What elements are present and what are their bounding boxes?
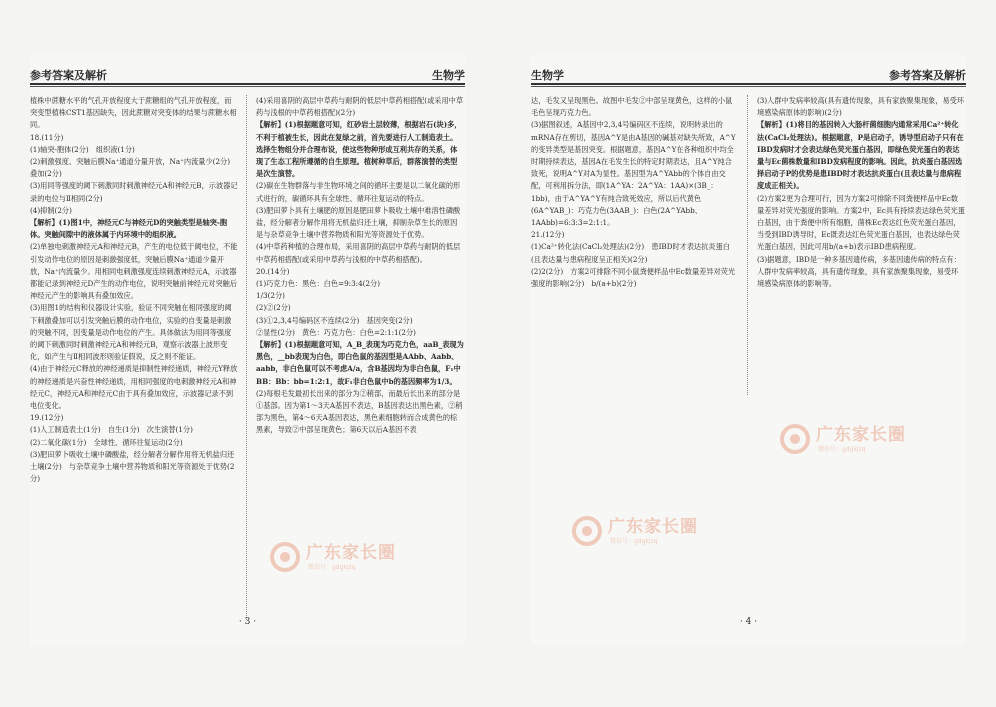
answer-paragraph: (2)单独电刺激神经元A和神经元B，产生的电位低于阈电位，不能引发动作电位的原因是刺激强度低，突触后膜Na⁺通道少量开放，Na⁺内流量少。用相同电刺激强度连续刺激神经元A，示波器都能记录到神经元D产生的动作电位，说明突触前神经元对突触后神经元产生的影响具有叠加效应。 — [30, 242, 238, 301]
answer-paragraph: (4)采用喜阴的高层中草药与耐阴的低层中草药相搭配(或采用中草药与浅根的中草药相搭配)(2分) — [256, 96, 464, 118]
answer-paragraph: 达，毛发又呈现黑色。故图中毛发②中部呈现黄色，这样的小鼠毛色呈现巧克力色。 — [531, 96, 733, 118]
right-header-title: 参考答案及解析 — [889, 69, 966, 82]
analysis-paragraph: 【解析】(1)将目的基因转入大肠杆菌细胞内通常采用Ca²⁺转化法(CaCl₂处理法)。根据题意，P是启动子，诱导型启动子只有在IBD发病时才会表达绿色荧光蛋白基因，即绿色荧光蛋白的表达量与Ec菌株数量和IBD发病程度的影响。因此，抗炎蛋白基因选择启动子P的优势是患IBD时才表达抗炎蛋白(且表达量与患病程度成正相关)。 — [757, 120, 964, 191]
answer-paragraph: 18.(11分) — [30, 132, 64, 142]
answer-paragraph: (4)由于神经元C释放的神经递质是抑制性神经递质，神经元Y释放的神经递质是兴奋性神经递质，用相同强度的电刺激神经元A和神经元C，神经元A和神经元C由于具有叠加效应，示波器记录不到电位变化。 — [30, 364, 238, 411]
answer-paragraph: (1)巧克力色：黑色：白色=9:3:4(2分) — [256, 279, 381, 289]
watermark-subtext: 微信号：gdgkjzq — [818, 446, 866, 453]
answer-paragraph: (1)人工制造表土(1分) 自生(1分) 次生演替(1分) — [30, 425, 193, 435]
right-page-column-1 — [531, 95, 739, 395]
header-rule-thin — [30, 86, 465, 87]
answer-paragraph: (3)肥田萝卜吸收土壤中磷酸盐，经分解者分解作用将无机盐归还土壤(2分) 与杂草竞争土壤中营养物质和阳光等资源处于优势(2分) — [30, 449, 235, 484]
watermark-logo-icon — [270, 542, 300, 572]
watermark — [270, 538, 410, 584]
answer-paragraph: 19.(12分) — [30, 413, 64, 423]
left-page-header — [30, 67, 465, 83]
left-header-title: 参考答案及解析 — [30, 69, 107, 82]
column-divider — [246, 95, 247, 620]
answer-paragraph: (3)据题意，IBD是一种多基因遗传病，多基因遗传病的特点有：人群中发病率较高，具有遗传现象，具有家族聚集现象，易受环境感染病原体的影响等。 — [757, 254, 961, 289]
answer-paragraph: 20.(14分) — [256, 266, 290, 276]
answer-paragraph: (2)二氧化碳(1分) 全球性、循环往复运动(2分) — [30, 437, 183, 447]
answer-paragraph: (2)刺激强度、突触后膜Na⁺通道分量开放，Na⁺内流量少(2分) 叠加(2分) — [30, 157, 238, 179]
answer-paragraph: (2)2(2分) 方案2可排除不同小鼠粪便样品中Ec数量差异对荧光强度的影响(2分) b/(a+b)(2分) — [531, 266, 736, 289]
answer-paragraph: (3)用图1的结构和仪器设计实验，验证不同突触在相同强度的阈下刺激叠加可以引发突触后膜的动作电位，实验的自变量是刺激的突触不同，因变量是动作电位的产生。具体做法为用同等强度的阈下刺激同时刺激神经元A和神经元B，观察示波器上波形变化，如产生与Ⅱ相同波形则验证假说，反之则不能证。 — [30, 303, 232, 362]
answer-paragraph: ②显性(2分) 黄色：巧克力色：白色=2:1:1(2分) — [256, 327, 416, 337]
watermark-text: 广东家长圈 — [816, 425, 906, 445]
answer-paragraph: 21.(12分) — [531, 230, 565, 240]
header-rule — [531, 83, 966, 85]
column-divider — [747, 95, 748, 395]
watermark-text: 广东家长圈 — [306, 543, 396, 563]
watermark — [780, 420, 920, 466]
watermark-subtext: 微信号：gdgkjzq — [308, 564, 356, 571]
watermark-text: 广东家长圈 — [608, 517, 698, 537]
watermark-logo-icon — [572, 516, 602, 546]
answer-paragraph: (1)Ca²⁺转化法(CaCl₂处理法)(2分) 患IBD时才表达抗炎蛋白(且表达量与患病程度呈正相关)(2分) — [531, 242, 730, 264]
answer-paragraph: 植株中蔗糖水平的气孔开放程度大于蔗糖组的气孔开放程度，而突变型植株CST1基因缺失，因此蔗糖对突变体的结果与蔗糖水相同。 — [30, 96, 237, 130]
left-page-column-1 — [30, 95, 238, 625]
answer-paragraph: (1)轴突-胞体(2分) 组织液(1分) — [30, 144, 135, 154]
left-header-subject: 生物学 — [432, 69, 465, 82]
right-page-column-2 — [757, 95, 965, 395]
answer-paragraph: (3)用同等强度的阈下刺激同时刺激神经元A和神经元B，示波器记录的电位与Ⅱ相同(2分) — [30, 181, 238, 203]
watermark-subtext: 微信号：gdgkjzq — [610, 538, 658, 545]
watermark — [572, 512, 712, 558]
header-rule — [30, 83, 465, 85]
answer-paragraph: (3)肥田萝卜具有土壤肥的原因是肥田萝卜吸收土壤中难溶性磷酸盐，经分解者分解作用将无机盐归还土壤，抑制杂草生长的原因是与杂草竞争土壤中营养物质和阳光等资源处于优势。 — [256, 205, 461, 240]
analysis-paragraph: 【解析】(1)图1中，神经元C与神经元D的突触类型是轴突-胞体。突触间隙中的液体属于内环境中的组织液。 — [30, 218, 228, 240]
answer-paragraph: (3)据图叙述，A基因中2,3,4号编码区不连续，说明转录出的mRNA存在剪切，基因A^Y是由A基因的碱基对缺失所致，A^Y的变异类型是基因突变。根据题意，基因A^Y在各种组织中均全时期持续表达，基因A在毛发生长的特定时期表达，且A^Y纯合致死，说明A^Y对A为显性。基因型为A^YAbb的个体自由交配，可利用拆分法，即(1A^YA：2A^YA：1AA)×(3B_：1bb)，由于A^YA^Y有纯合致死效应，所以后代黄色(6A^YAB_)：巧克力色(3AAB_)：白色(2A^YAbb、1AAbb)=6:3:3=2:1:1。 — [531, 120, 736, 228]
header-rule-thin — [531, 86, 966, 87]
page-number: · 3 · — [238, 617, 257, 627]
answer-paragraph: (2)方案2更为合理可行，因为方案2可排除不同粪便样品中Ec数量差异对荧光强度的影响。方案2中，Ec具有持续表达绿色荧光蛋白基因，由于粪便中所有细胞，菌株Ec表达红色荧光蛋白基因，当受到IBD诱导时，Ec既表达红色荧光蛋白基因，也表达绿色荧光蛋白基因，因此可用b/(a+b)表示IBD患病程度。 — [757, 193, 965, 252]
right-header-subject: 生物学 — [531, 69, 564, 82]
analysis-paragraph: 【解析】(1)根据题意可知，红砂岩土层较薄，根据岩石(块)多，不利于植被生长，因此在复绿之前，首先要进行人工制造表土。选择生物组分并合理布设，使这些物种形成互利共存的关系，体现了生态工程所遵循的自生原理。植树种草后，群落演替的类型是次生演替。 — [256, 120, 462, 179]
answer-paragraph: (3)①2,3,4号编码区不连续(2分) 基因突变(2分) — [256, 315, 413, 325]
right-page-header — [531, 67, 966, 83]
answer-paragraph: (2)每根毛发最初长出来的部分为②稍部，而最后长出来的部分是①基部。因为第1～3天A基因不表达，B基因表达出黑色素，②稍部为黑色，第4～6天A基因表达，黑色素细胞转而合成黄色的棕黑素，导致②中部呈现黄色；第6天以后A基因不表 — [256, 388, 463, 435]
answer-paragraph: (4)抑制(2分) — [30, 205, 72, 215]
answer-paragraph: (4)中草药种植的合理布局，采用喜阴的高层中草药与耐阴的低层中草药相搭配(或采用中草药与浅根的中草药相搭配)。 — [256, 242, 461, 264]
analysis-paragraph: 【解析】(1)根据题意可知，A_B_表现为巧克力色，aaB_表现为黑色，__bb表现为白色，即白色鼠的基因型是AAbb、Aabb、aabb，非白色鼠可以不考虑A/a，含B基因均为非白色鼠，F₁中BB：Bb：bb=1:2:1，故F₁非白色鼠中b的基因频率为1/3。 — [256, 340, 464, 386]
answer-paragraph: (2)②(2分) — [256, 303, 291, 313]
answer-paragraph: (3)人群中发病率较高(具有遗传现象，具有家族聚集现象，易受环境感染病原体的影响)(2分) — [757, 96, 965, 118]
answer-paragraph: (2)碳在生物群落与非生物环境之间的循环主要是以二氧化碳的形式进行的，碳循环具有全球性、循环往复运动的特点。 — [256, 181, 461, 203]
answer-paragraph: 1/3(2分) — [256, 291, 285, 301]
watermark-logo-icon — [780, 424, 810, 454]
page-number: · 4 · — [739, 617, 758, 627]
